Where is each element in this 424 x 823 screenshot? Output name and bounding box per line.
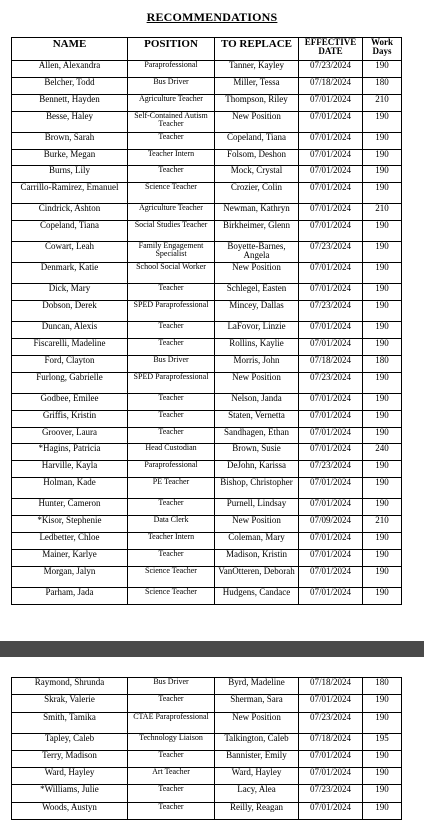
replace-cell: Sandhagen, Ethan [215,427,299,444]
position-cell: Science Teacher [128,566,215,587]
effective-date-cell: 07/01/2024 [299,263,363,284]
name-cell: Smith, Tamika [12,712,128,733]
table-row [12,678,402,695]
name-cell: Duncan, Alexis [12,322,128,339]
effective-date-cell: 07/18/2024 [299,733,363,750]
table-body [12,678,402,820]
name-cell: Dick, Mary [12,284,128,301]
name-cell: *Kisor, Stephenie [12,516,128,533]
effective-date-cell: 07/01/2024 [299,204,363,221]
name-cell: Carrillo-Ramirez, Emanuel [12,183,128,204]
position-cell: Science Teacher [128,183,215,204]
work-days-cell: 190 [363,111,402,132]
name-cell: Ward, Hayley [12,768,128,785]
table-row [12,204,402,221]
effective-date-cell: 07/18/2024 [299,355,363,372]
replace-cell: New Position [215,111,299,132]
effective-date-cell: 07/23/2024 [299,301,363,322]
effective-date-cell: 07/01/2024 [299,587,363,604]
work-days-cell: 190 [363,750,402,767]
position-cell: Teacher [128,166,215,183]
effective-date-cell: 07/01/2024 [299,149,363,166]
work-days-cell: 190 [363,533,402,550]
table-row [12,94,402,111]
name-header: NAME [12,38,128,61]
work-days-cell: 190 [363,132,402,149]
table-row [12,132,402,149]
effective-date-cell: 07/23/2024 [299,712,363,733]
position-cell: Teacher [128,339,215,356]
replace-cell: Boyette-Barnes, Angela [215,242,299,263]
work-days-header-line1: Work [370,37,393,47]
name-cell: Fiscarelli, Madeline [12,339,128,356]
effective-date-header-line1: EFFECTIVE [304,37,357,47]
effective-date-cell: 07/01/2024 [299,802,363,819]
work-days-cell: 190 [363,322,402,339]
effective-date-cell: 07/23/2024 [299,61,363,78]
effective-date-cell: 07/01/2024 [299,410,363,427]
name-cell: *Williams, Julie [12,785,128,802]
position-cell: Teacher Intern [128,149,215,166]
effective-date-cell: 07/23/2024 [299,461,363,478]
position-cell: Teacher [128,284,215,301]
effective-date-cell: 07/01/2024 [299,566,363,587]
table-row [12,478,402,499]
position-cell: Teacher [128,549,215,566]
position-cell: Bus Driver [128,77,215,94]
position-cell: Bus Driver [128,355,215,372]
replace-cell: Crozier, Colin [215,183,299,204]
effective-date-cell: 07/01/2024 [299,322,363,339]
table-row [12,149,402,166]
table-row [12,695,402,712]
table-row [12,393,402,410]
work-days-cell: 190 [363,499,402,516]
table-row [12,712,402,733]
name-cell: Belcher, Todd [12,77,128,94]
position-cell: CTAE Paraprofessional [128,712,215,733]
replace-cell: Mincey, Dallas [215,301,299,322]
position-cell: Agriculture Teacher [128,204,215,221]
position-cell: Self-Contained Autism Teacher [128,111,215,132]
name-cell: Bennett, Hayden [12,94,128,111]
table-row [12,785,402,802]
page-separator [0,641,424,657]
replace-cell: Tanner, Kayley [215,61,299,78]
work-days-cell: 190 [363,284,402,301]
replace-cell: Rollins, Kaylie [215,339,299,356]
table-row [12,768,402,785]
name-cell: Terry, Madison [12,750,128,767]
work-days-cell: 180 [363,355,402,372]
replace-header: TO REPLACE [215,38,299,61]
work-days-cell: 210 [363,94,402,111]
name-cell: Cowart, Leah [12,242,128,263]
replace-cell: Byrd, Madeline [215,678,299,695]
replace-cell: Lacy, Alea [215,785,299,802]
position-cell: Social Studies Teacher [128,221,215,242]
work-days-cell: 190 [363,712,402,733]
work-days-cell: 190 [363,549,402,566]
name-cell: Groover, Laura [12,427,128,444]
position-cell: School Social Worker [128,263,215,284]
table-row [12,263,402,284]
effective-date-cell: 07/01/2024 [299,166,363,183]
work-days-cell: 190 [363,461,402,478]
work-days-cell: 190 [363,242,402,263]
replace-cell: LaFovor, Linzie [215,322,299,339]
replace-cell: Birkheimer, Glenn [215,221,299,242]
table-row [12,301,402,322]
position-cell: Family Engagement Specialist [128,242,215,263]
table-row [12,183,402,204]
position-cell: Head Custodian [128,444,215,461]
table-row [12,77,402,94]
name-cell: Raymond, Shrunda [12,678,128,695]
work-days-cell: 190 [363,587,402,604]
table-row [12,322,402,339]
name-cell: Mainer, Karlye [12,549,128,566]
effective-date-header [299,38,363,61]
replace-cell: Copeland, Tiana [215,132,299,149]
replace-cell: Folsom, Deshon [215,149,299,166]
work-days-cell: 210 [363,204,402,221]
replace-cell: DeJohn, Karissa [215,461,299,478]
table-row [12,802,402,819]
position-cell: Teacher Intern [128,533,215,550]
work-days-cell: 190 [363,221,402,242]
work-days-cell: 190 [363,372,402,393]
position-cell: Teacher [128,695,215,712]
effective-date-cell: 07/01/2024 [299,533,363,550]
work-days-cell: 190 [363,166,402,183]
replace-cell: Miller, Tessa [215,77,299,94]
replace-cell: VanOtteren, Deborah [215,566,299,587]
replace-cell: Coleman, Mary [215,533,299,550]
replace-cell: Schlegel, Easten [215,284,299,301]
effective-date-cell: 07/23/2024 [299,785,363,802]
position-cell: SPED Paraprofessional [128,301,215,322]
work-days-cell: 190 [363,301,402,322]
table-row [12,410,402,427]
effective-date-cell: 07/01/2024 [299,427,363,444]
effective-date-cell: 07/01/2024 [299,339,363,356]
replace-cell: Bishop, Christopher [215,478,299,499]
page-title: RECOMMENDATIONS [146,10,278,24]
position-cell: Data Clerk [128,516,215,533]
position-cell: Teacher [128,785,215,802]
replace-cell: New Position [215,516,299,533]
table-row [12,61,402,78]
table-row [12,549,402,566]
table-row [12,242,402,263]
effective-date-cell: 07/01/2024 [299,444,363,461]
table-row [12,566,402,587]
work-days-cell: 190 [363,768,402,785]
name-cell: Denmark, Katie [12,263,128,284]
effective-date-cell: 07/01/2024 [299,183,363,204]
table-row [12,499,402,516]
replace-cell: New Position [215,712,299,733]
name-cell: Morgan, Jalyn [12,566,128,587]
name-cell: Tapley, Caleb [12,733,128,750]
position-cell: Science Teacher [128,587,215,604]
position-cell: Paraprofessional [128,461,215,478]
table-row [12,111,402,132]
replace-cell: Talkington, Caleb [215,733,299,750]
name-cell: Dobson, Derek [12,301,128,322]
table-row [12,533,402,550]
position-cell: Teacher [128,427,215,444]
replace-cell: Newman, Kathryn [215,204,299,221]
name-cell: Burke, Megan [12,149,128,166]
work-days-cell: 190 [363,339,402,356]
name-cell: Woods, Austyn [12,802,128,819]
name-cell: Furlong, Gabrielle [12,372,128,393]
work-days-cell: 190 [363,410,402,427]
work-days-cell: 240 [363,444,402,461]
position-cell: PE Teacher [128,478,215,499]
effective-date-cell: 07/18/2024 [299,77,363,94]
position-cell: Teacher [128,393,215,410]
name-cell: Hunter, Cameron [12,499,128,516]
position-cell: Paraprofessional [128,61,215,78]
replace-cell: Morris, John [215,355,299,372]
name-cell: Harville, Kayla [12,461,128,478]
effective-date-cell: 07/01/2024 [299,695,363,712]
effective-date-cell: 07/01/2024 [299,284,363,301]
table-row [12,587,402,604]
name-cell: Cindrick, Ashton [12,204,128,221]
work-days-cell: 190 [363,393,402,410]
effective-date-cell: 07/01/2024 [299,478,363,499]
replace-cell: Nelson, Janda [215,393,299,410]
name-cell: *Hagins, Patricia [12,444,128,461]
name-cell: Burns, Lily [12,166,128,183]
replace-cell: Madison, Kristin [215,549,299,566]
table-row [12,339,402,356]
work-days-cell: 210 [363,516,402,533]
effective-date-cell: 07/23/2024 [299,242,363,263]
position-cell: Teacher [128,750,215,767]
effective-date-cell: 07/09/2024 [299,516,363,533]
effective-date-cell: 07/18/2024 [299,678,363,695]
recommendations-table-continued [11,677,402,820]
position-cell: Teacher [128,132,215,149]
table-row [12,372,402,393]
position-cell: Teacher [128,802,215,819]
replace-cell: New Position [215,263,299,284]
work-days-cell: 190 [363,149,402,166]
table-row [12,284,402,301]
table-row [12,444,402,461]
work-days-header-line2: Days [372,46,392,56]
position-cell: Technology Liaison [128,733,215,750]
position-cell: Bus Driver [128,678,215,695]
effective-date-cell: 07/01/2024 [299,132,363,149]
name-cell: Ford, Clayton [12,355,128,372]
table-row [12,166,402,183]
replace-cell: Sherman, Sara [215,695,299,712]
work-days-cell: 190 [363,478,402,499]
name-cell: Copeland, Tiana [12,221,128,242]
work-days-cell: 190 [363,785,402,802]
work-days-cell: 190 [363,263,402,284]
position-cell: SPED Paraprofessional [128,372,215,393]
table-row [12,355,402,372]
effective-date-header-line2: DATE [318,46,343,56]
table-row [12,750,402,767]
replace-cell: Bannister, Emily [215,750,299,767]
name-cell: Godbee, Emilee [12,393,128,410]
effective-date-cell: 07/01/2024 [299,393,363,410]
replace-cell: Hudgens, Candace [215,587,299,604]
replace-cell: New Position [215,372,299,393]
name-cell: Allen, Alexandra [12,61,128,78]
header-row [12,38,402,61]
work-days-cell: 195 [363,733,402,750]
position-cell: Art Teacher [128,768,215,785]
effective-date-cell: 07/01/2024 [299,499,363,516]
work-days-cell: 180 [363,77,402,94]
table-row [12,516,402,533]
work-days-cell: 190 [363,427,402,444]
table-body [12,61,402,605]
position-cell: Teacher [128,499,215,516]
replace-cell: Purnell, Lindsay [215,499,299,516]
replace-cell: Mock, Crystal [215,166,299,183]
replace-cell: Thompson, Riley [215,94,299,111]
name-cell: Parham, Jada [12,587,128,604]
name-cell: Skrak, Valerie [12,695,128,712]
work-days-cell: 190 [363,802,402,819]
effective-date-cell: 07/01/2024 [299,94,363,111]
replace-cell: Ward, Hayley [215,768,299,785]
name-cell: Griffis, Kristin [12,410,128,427]
replace-cell: Staten, Vernetta [215,410,299,427]
recommendations-table [11,37,402,605]
replace-cell: Brown, Susie [215,444,299,461]
work-days-cell: 190 [363,695,402,712]
replace-cell: Reilly, Reagan [215,802,299,819]
effective-date-cell: 07/01/2024 [299,111,363,132]
position-cell: Agriculture Teacher [128,94,215,111]
name-cell: Besse, Haley [12,111,128,132]
effective-date-cell: 07/23/2024 [299,372,363,393]
effective-date-cell: 07/01/2024 [299,549,363,566]
name-cell: Brown, Sarah [12,132,128,149]
page-gap [0,618,424,641]
position-header: POSITION [128,38,215,61]
work-days-cell: 190 [363,183,402,204]
effective-date-cell: 07/01/2024 [299,221,363,242]
table-row [12,733,402,750]
position-cell: Teacher [128,322,215,339]
table-row [12,427,402,444]
work-days-cell: 180 [363,678,402,695]
position-cell: Teacher [128,410,215,427]
work-days-cell: 190 [363,61,402,78]
work-days-cell: 190 [363,566,402,587]
table-row [12,461,402,478]
work-days-header [363,38,402,61]
name-cell: Holman, Kade [12,478,128,499]
effective-date-cell: 07/01/2024 [299,750,363,767]
table-row [12,221,402,242]
name-cell: Ledbetter, Chloe [12,533,128,550]
effective-date-cell: 07/01/2024 [299,768,363,785]
